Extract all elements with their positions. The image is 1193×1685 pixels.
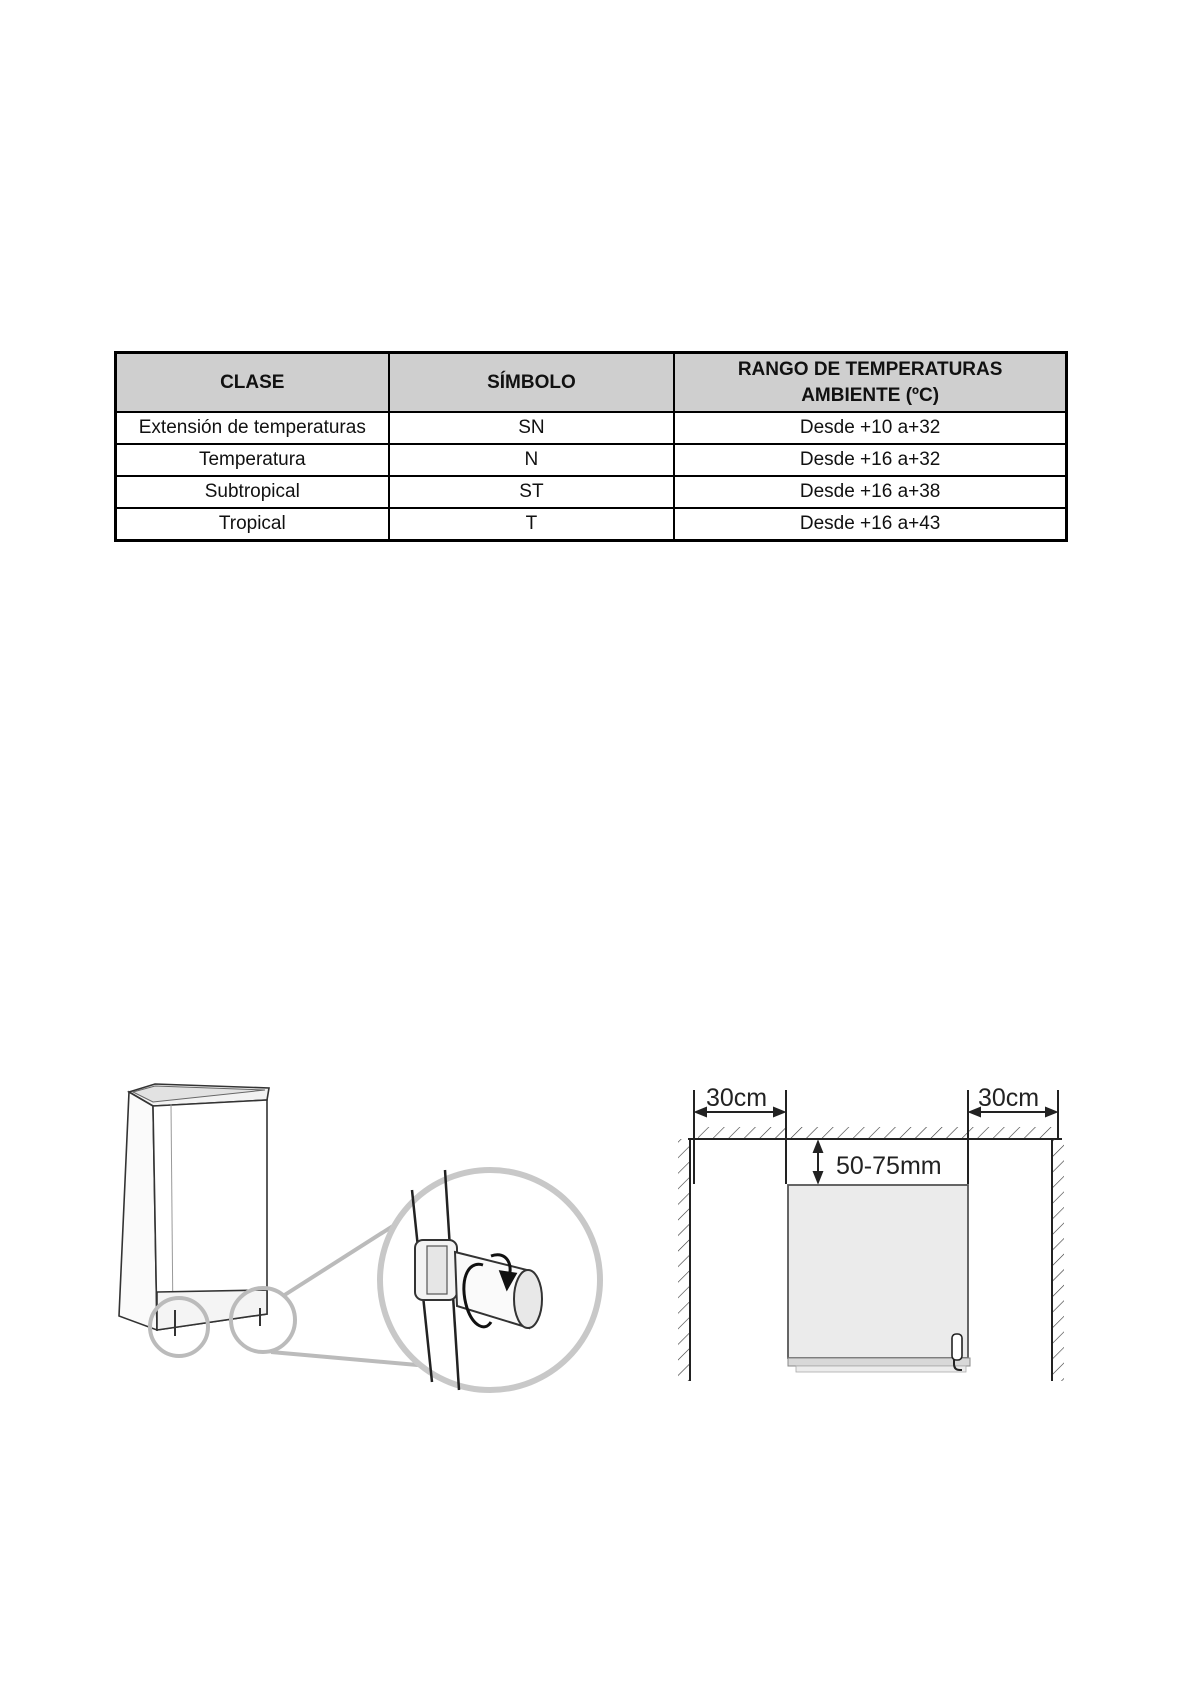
cell-clase: Subtropical [116, 476, 389, 508]
cell-rango: Desde +16 a+38 [674, 476, 1066, 508]
header-clase: CLASE [116, 353, 389, 413]
cell-simbolo: ST [389, 476, 675, 508]
leveling-feet-figure [115, 1070, 595, 1400]
cell-simbolo: N [389, 444, 675, 476]
table-row [116, 476, 1067, 508]
cell-rango: Desde +10 a+32 [674, 412, 1066, 444]
cell-rango: Desde +16 a+43 [674, 508, 1066, 541]
header-simbolo: SÍMBOLO [389, 353, 675, 413]
right-clearance-label: 30cm [978, 1084, 1040, 1112]
header-rango-line2: AMBIENTE (ºC) [801, 384, 940, 406]
left-clearance-label: 30cm [706, 1084, 768, 1112]
table-row [116, 444, 1067, 476]
table-row [116, 412, 1067, 444]
clearance-diagram [678, 1064, 1078, 1394]
climate-class-table [114, 351, 1068, 542]
cell-rango: Desde +16 a+32 [674, 444, 1066, 476]
header-rango-line1: RANGO DE TEMPERATURAS [737, 358, 1003, 380]
top-gap-label: 50-75mm [836, 1152, 942, 1180]
header-rango [674, 353, 1066, 413]
cell-clase: Temperatura [116, 444, 389, 476]
appliance-cabinet-icon [119, 1084, 269, 1336]
table-row [116, 508, 1067, 541]
appliance-top-view-icon [788, 1185, 970, 1372]
cell-clase: Extensión de temperaturas [116, 412, 389, 444]
cell-simbolo: SN [389, 412, 675, 444]
cell-clase: Tropical [116, 508, 389, 541]
table-header-row [116, 353, 1067, 413]
magnified-leveling-foot-icon [380, 1170, 600, 1390]
cell-simbolo: T [389, 508, 675, 541]
